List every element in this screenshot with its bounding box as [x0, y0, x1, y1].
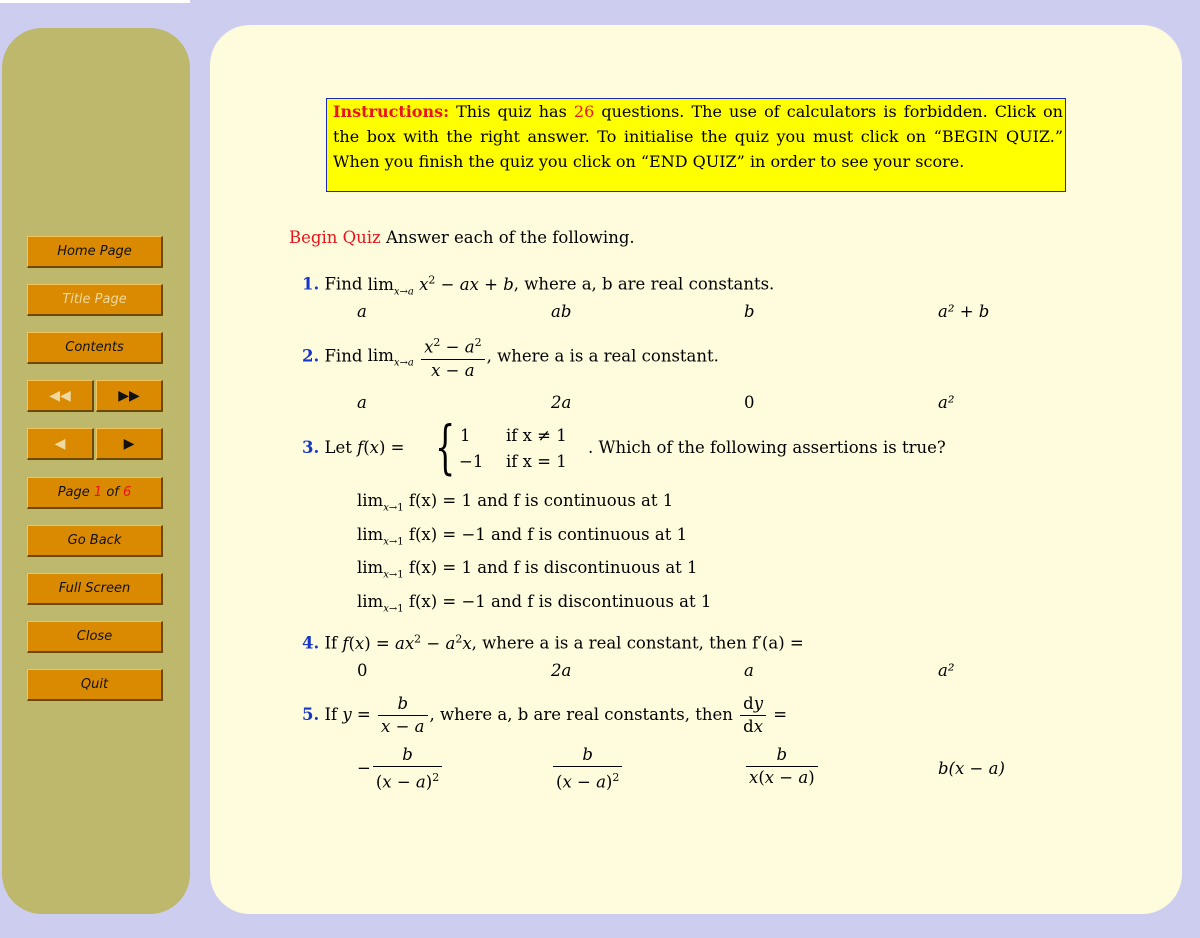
page-of: of [106, 485, 119, 500]
question-1-find: Find [324, 274, 363, 294]
case-2-condition: if x = 1 [506, 452, 567, 471]
rewind-icon: ◀◀ [49, 387, 71, 404]
q4-answer-a[interactable]: 0 [357, 661, 368, 680]
top-strip [0, 0, 190, 3]
previous-arrow-icon: ◀ [54, 435, 66, 452]
case-2-value: −1 [459, 452, 484, 471]
question-3-lead [302, 438, 404, 458]
question-5-expression: y = $\frac{b}{x - a}$ [342, 705, 429, 724]
go-back-button[interactable]: Go Back [27, 525, 163, 557]
q5-answer-b[interactable]: $\frac{b}{(x - a)^2}$ [551, 745, 624, 793]
question-1 [302, 270, 774, 302]
q1-answer-a[interactable]: a [357, 302, 367, 321]
q2-answer-b[interactable]: 2a [551, 393, 572, 412]
navigation-sidebar [2, 28, 190, 914]
fast-forward-icon: ▶▶ [118, 387, 140, 404]
close-button[interactable]: Close [27, 621, 163, 653]
page-indicator [27, 477, 163, 509]
first-page-button[interactable] [27, 380, 94, 412]
last-page-button[interactable] [96, 380, 163, 412]
question-5 [302, 692, 787, 738]
q4-answer-d[interactable]: a² [938, 661, 955, 680]
home-page-button[interactable]: Home Page [27, 236, 163, 268]
q1-answer-b[interactable]: ab [551, 302, 572, 321]
q5-answer-d[interactable]: b(x − a) [938, 759, 1005, 778]
question-1-suffix: , where a, b are real constants. [513, 274, 775, 294]
previous-page-button[interactable] [27, 428, 94, 460]
q1-answer-c[interactable]: b [744, 302, 755, 321]
page-current: 1 [93, 485, 103, 500]
question-4-number: 4. [302, 633, 320, 653]
question-3-function: f(x) = [357, 438, 405, 457]
question-count: 26 [573, 102, 595, 121]
question-5-number: 5. [302, 705, 320, 724]
next-arrow-icon: ▶ [123, 435, 135, 452]
quiz-intro [289, 228, 635, 248]
left-brace: { [435, 413, 456, 481]
q5-answer-a[interactable]: − $\frac{b}{(x - a)^2}$ [357, 745, 444, 793]
quiz-intro-text: Answer each of the following. [385, 228, 635, 247]
begin-quiz-button[interactable]: Begin Quiz [289, 228, 381, 247]
q3-answer-b[interactable]: $\lim_{x\to 1} f(x) = -1$ and f is continuous at 1 [357, 525, 688, 548]
question-1-number: 1. [302, 274, 320, 294]
question-3-number: 3. [302, 438, 320, 457]
page-total: 6 [123, 485, 132, 500]
question-2-number: 2. [302, 346, 320, 366]
q2-answer-a[interactable]: a [357, 393, 367, 412]
question-2 [302, 333, 719, 387]
page-word: Page [57, 485, 90, 500]
full-screen-button[interactable]: Full Screen [27, 573, 163, 605]
question-2-expression: $\lim_{x\to a}$ $\frac{x^2 - a^2}{x - a}$ [368, 346, 487, 365]
question-5-middle: , where a, b are real constants, then [429, 705, 733, 724]
next-page-button[interactable] [96, 428, 163, 460]
instructions-text-rest: questions. The use of calculators is forbidden. Click on the box with the right answer. To initialise the quiz you must click on “BEGIN QUIZ.” When you finish the quiz you click on “END QUIZ” in order to see your score. [333, 102, 1063, 171]
question-4-if: If [324, 633, 338, 653]
quit-button[interactable]: Quit [27, 669, 163, 701]
instructions-text-start: This quiz has [456, 102, 567, 121]
q3-answer-c[interactable]: $\lim_{x\to 1} f(x) = 1$ and f is discontinuous at 1 [357, 558, 698, 581]
question-4-suffix: , where a is a real constant, then f′(a) = [471, 633, 804, 653]
q1-answer-d[interactable]: a² + b [938, 302, 990, 321]
q2-answer-c[interactable]: 0 [744, 393, 755, 412]
contents-button[interactable]: Contents [27, 332, 163, 364]
q3-answer-a[interactable]: $\lim_{x\to 1} f(x) = 1$ and f is continuous at 1 [357, 491, 674, 514]
question-2-suffix: , where a is a real constant. [486, 346, 719, 366]
question-4 [302, 629, 804, 654]
question-4-expression: $f(x) = ax^2 - a^2x$ [342, 632, 472, 653]
question-5-derivative: $\frac{dy}{dx}$ = [738, 705, 787, 724]
question-1-expression: $\lim_{x\to a} x^2$ − ax + b [367, 273, 514, 297]
title-page-button[interactable]: Title Page [27, 284, 163, 316]
q2-answer-d[interactable]: a² [938, 393, 955, 412]
case-1-condition: if x ≠ 1 [506, 426, 567, 445]
case-1-value: 1 [460, 426, 471, 445]
question-3-let: Let [324, 438, 352, 457]
question-5-if: If [324, 705, 338, 724]
instructions-label: Instructions: [333, 102, 450, 121]
q4-answer-c[interactable]: a [744, 661, 754, 680]
q4-answer-b[interactable]: 2a [551, 661, 572, 680]
question-2-find: Find [324, 346, 363, 366]
instructions-box [326, 98, 1066, 192]
q3-answer-d[interactable]: $\lim_{x\to 1} f(x) = -1$ and f is discontinuous at 1 [357, 592, 712, 615]
question-3-text: . Which of the following assertions is true? [588, 438, 946, 457]
q5-answer-c[interactable]: $\frac{b}{x(x - a)}$ [744, 745, 820, 788]
